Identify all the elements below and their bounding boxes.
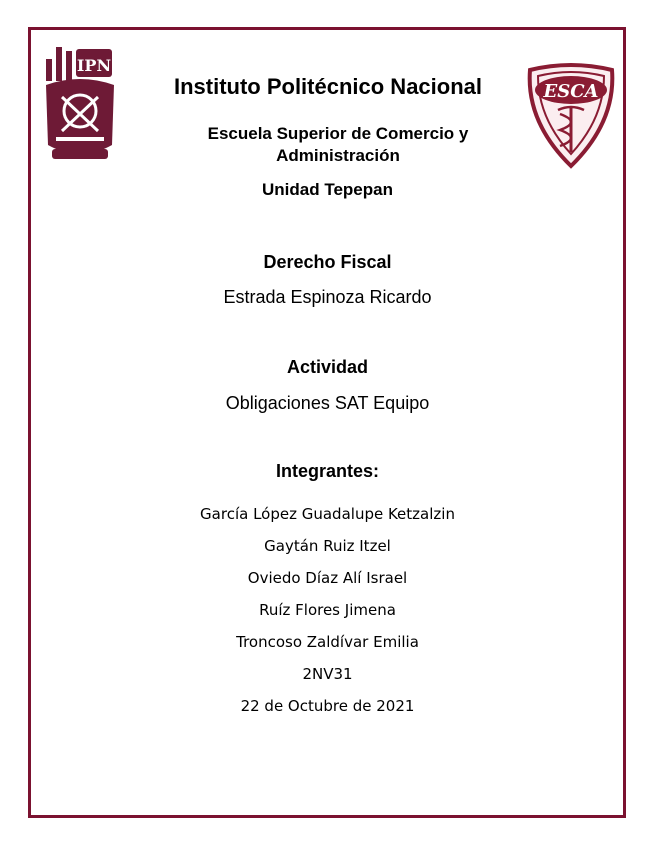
member-name: Oviedo Díaz Alí Israel bbox=[247, 569, 408, 587]
school-name-line2: Administración bbox=[276, 146, 400, 165]
activity-heading: Actividad bbox=[286, 357, 369, 377]
school-name-line1: Escuela Superior de Comercio y bbox=[207, 124, 469, 143]
group-code: 2NV31 bbox=[302, 665, 353, 683]
school-name bbox=[138, 123, 538, 167]
teacher-name: Estrada Espinoza Ricardo bbox=[223, 287, 432, 307]
ipn-logo bbox=[42, 45, 118, 165]
ipn-logo-text: IPN bbox=[76, 56, 112, 75]
members-list bbox=[0, 498, 655, 722]
institution-title: Instituto Politécnico Nacional bbox=[173, 74, 483, 99]
esca-logo bbox=[524, 62, 618, 170]
unit-name: Unidad Tepepan bbox=[262, 180, 393, 199]
member-name: Troncoso Zaldívar Emilia bbox=[236, 633, 419, 651]
activity-name: Obligaciones SAT Equipo bbox=[225, 393, 430, 413]
esca-logo-text: ESCA bbox=[543, 81, 599, 102]
date: 22 de Octubre de 2021 bbox=[240, 697, 415, 715]
member-name: García López Guadalupe Ketzalzin bbox=[200, 505, 455, 523]
subject-heading: Derecho Fiscal bbox=[263, 252, 392, 272]
member-name: Gaytán Ruiz Itzel bbox=[264, 537, 391, 555]
member-name: Ruíz Flores Jimena bbox=[259, 601, 396, 619]
members-heading: Integrantes: bbox=[275, 461, 380, 481]
